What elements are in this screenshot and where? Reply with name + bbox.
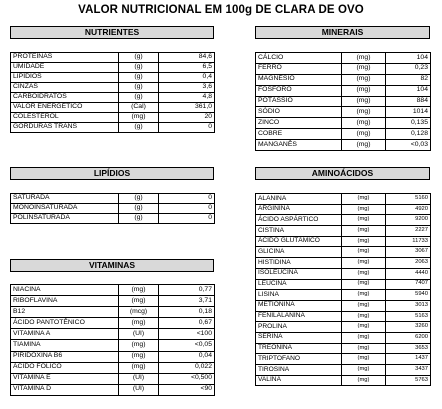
- nutrient-unit: (mg): [342, 204, 386, 215]
- nutrient-unit: (mg): [342, 375, 386, 386]
- nutrient-value: 0: [159, 204, 215, 214]
- nutrient-value: 2227: [386, 226, 431, 237]
- nutrient-name: VITAMINA D: [11, 384, 119, 395]
- table-row: [11, 83, 215, 93]
- table-row: [256, 236, 431, 247]
- table-row: [11, 103, 215, 113]
- nutrient-name: FENILALANINA: [256, 311, 342, 322]
- nutrient-unit: (mg): [342, 107, 386, 118]
- nutrient-unit: (mg): [119, 285, 159, 296]
- nutrient-unit: (mg): [119, 318, 159, 329]
- nutrient-value: 0,135: [386, 118, 431, 129]
- nutrient-unit: (mg): [342, 279, 386, 290]
- nutrient-name: RIBOFLAVINA: [11, 296, 119, 307]
- nutrient-value: 4,8: [159, 93, 215, 103]
- nutrient-value: 3,71: [159, 296, 215, 307]
- table-row: [256, 279, 431, 290]
- nutrient-value: 0,77: [159, 285, 215, 296]
- nutrient-unit: (g): [119, 73, 159, 83]
- nutrient-value: 104: [386, 53, 431, 64]
- nutrient-value: 5940: [386, 290, 431, 301]
- nutrient-name: VITAMINA E: [11, 373, 119, 384]
- table-row: [256, 300, 431, 311]
- table-row: [256, 343, 431, 354]
- nutrient-name: VALINA: [256, 375, 342, 386]
- nutrient-value: 3437: [386, 365, 431, 376]
- nutrient-name: MANGANÊS: [256, 140, 342, 151]
- vitaminas-table: [10, 284, 215, 396]
- table-row: [256, 375, 431, 386]
- nutrient-value: <0,05: [159, 340, 215, 351]
- nutrient-value: 1437: [386, 354, 431, 365]
- table-row: [256, 74, 431, 85]
- nutrient-name: TIAMINA: [11, 340, 119, 351]
- nutrient-name: COBRE: [256, 129, 342, 140]
- nutrient-value: 361,0: [159, 103, 215, 113]
- nutrient-unit: (g): [119, 93, 159, 103]
- nutrient-unit: (mg): [342, 194, 386, 205]
- table-row: [256, 311, 431, 322]
- table-row: [256, 226, 431, 237]
- table-row: [256, 53, 431, 64]
- nutrient-value: 3067: [386, 247, 431, 258]
- nutrient-value: 3013: [386, 300, 431, 311]
- nutrient-unit: (mg): [342, 311, 386, 322]
- table-row: [11, 296, 215, 307]
- nutrient-unit: (mg): [342, 53, 386, 64]
- nutrient-name: VITAMINA A: [11, 329, 119, 340]
- nutrient-value: <0,03: [386, 140, 431, 151]
- table-row: [256, 129, 431, 140]
- nutrient-name: POLINSATURADA: [11, 214, 119, 224]
- nutrient-unit: (g): [119, 123, 159, 133]
- table-row: [11, 318, 215, 329]
- nutrient-unit: (UI): [119, 384, 159, 395]
- nutrient-unit: (mg): [342, 343, 386, 354]
- nutrient-name: ÁCIDO PANTOTÊNICO: [11, 318, 119, 329]
- vitaminas-header: VITAMINAS: [10, 259, 214, 272]
- nutrient-name: GLICINA: [256, 247, 342, 258]
- nutrient-name: ISOLEUCINA: [256, 268, 342, 279]
- nutrient-unit: (mg): [342, 118, 386, 129]
- nutrient-name: CINZAS: [11, 83, 119, 93]
- nutrient-unit: (mg): [342, 236, 386, 247]
- nutrient-name: ÁCIDO FÓLICO: [11, 362, 119, 373]
- nutrient-name: SERINA: [256, 332, 342, 343]
- table-row: [256, 85, 431, 96]
- nutrient-unit: (mg): [119, 351, 159, 362]
- nutrient-unit: (mcg): [119, 307, 159, 318]
- nutrient-name: LIPÍDIOS: [11, 73, 119, 83]
- table-row: [256, 290, 431, 301]
- table-row: [256, 258, 431, 269]
- nutrient-value: <90: [159, 384, 215, 395]
- nutrient-unit: (mg): [119, 296, 159, 307]
- table-row: [11, 307, 215, 318]
- nutrient-value: 0,128: [386, 129, 431, 140]
- nutrient-name: PROTEÍNAS: [11, 53, 119, 63]
- nutrient-value: 104: [386, 85, 431, 96]
- nutrient-name: LEUCINA: [256, 279, 342, 290]
- nutrient-unit: (mg): [342, 140, 386, 151]
- table-row: [11, 340, 215, 351]
- nutrient-name: B12: [11, 307, 119, 318]
- nutrient-name: UMIDADE: [11, 63, 119, 73]
- nutrient-value: 9200: [386, 215, 431, 226]
- table-row: [11, 373, 215, 384]
- nutrient-name: FÓSFORO: [256, 85, 342, 96]
- nutrient-unit: (mg): [342, 247, 386, 258]
- nutrient-name: CÁLCIO: [256, 53, 342, 64]
- table-row: [256, 215, 431, 226]
- nutrient-value: 884: [386, 96, 431, 107]
- nutrient-value: 5160: [386, 194, 431, 205]
- table-row: [256, 204, 431, 215]
- nutrient-unit: (mg): [342, 365, 386, 376]
- table-row: [256, 365, 431, 376]
- table-row: [256, 107, 431, 118]
- nutrient-unit: (g): [119, 63, 159, 73]
- nutrient-name: TRIPTOFANO: [256, 354, 342, 365]
- nutrient-name: COLESTEROL: [11, 113, 119, 123]
- aminoacidos-table: [255, 193, 431, 386]
- nutrient-name: TIROSINA: [256, 365, 342, 376]
- table-row: [256, 63, 431, 74]
- table-row: [11, 329, 215, 340]
- nutrient-value: 7407: [386, 279, 431, 290]
- nutrient-value: <100: [159, 329, 215, 340]
- table-row: [11, 113, 215, 123]
- nutrient-unit: (mg): [119, 113, 159, 123]
- page-title: VALOR NUTRICIONAL EM 100g DE CLARA DE OVO: [78, 4, 364, 16]
- table-row: [11, 362, 215, 373]
- table-row: [11, 73, 215, 83]
- nutrient-value: 20: [159, 113, 215, 123]
- table-row: [11, 53, 215, 63]
- table-row: [11, 285, 215, 296]
- nutrient-name: MONOINSATURADA: [11, 204, 119, 214]
- table-row: [256, 96, 431, 107]
- nutrient-unit: (UI): [119, 329, 159, 340]
- table-row: [256, 322, 431, 333]
- table-row: [11, 194, 215, 204]
- nutrient-value: 2063: [386, 258, 431, 269]
- nutrientes-table: [10, 52, 215, 133]
- nutrient-unit: (mg): [342, 129, 386, 140]
- table-row: [11, 204, 215, 214]
- nutrient-unit: (mg): [342, 258, 386, 269]
- nutrient-unit: (mg): [342, 226, 386, 237]
- table-row: [256, 194, 431, 205]
- nutrient-unit: (mg): [342, 322, 386, 333]
- nutrient-name: ÁCIDO GLUTÂMICO: [256, 236, 342, 247]
- nutrient-value: 0,4: [159, 73, 215, 83]
- nutrient-unit: (UI): [119, 373, 159, 384]
- nutrient-name: PROLINA: [256, 322, 342, 333]
- minerais-header: MINERAIS: [255, 26, 430, 39]
- nutrient-value: 3,6: [159, 83, 215, 93]
- table-row: [11, 214, 215, 224]
- nutrient-name: ALANINA: [256, 194, 342, 205]
- nutrient-unit: (mg): [342, 74, 386, 85]
- nutrient-value: 0: [159, 214, 215, 224]
- nutrient-name: POTÁSSIO: [256, 96, 342, 107]
- nutrient-value: 0: [159, 194, 215, 204]
- nutrient-name: HISTIDINA: [256, 258, 342, 269]
- nutrient-value: <0,500: [159, 373, 215, 384]
- nutrient-unit: (mg): [119, 340, 159, 351]
- nutrient-value: 11733: [386, 236, 431, 247]
- nutrient-unit: (g): [119, 214, 159, 224]
- table-row: [11, 123, 215, 133]
- nutrient-name: LISINA: [256, 290, 342, 301]
- nutrient-value: 6200: [386, 332, 431, 343]
- nutrient-value: 4920: [386, 204, 431, 215]
- nutrient-unit: (Cal): [119, 103, 159, 113]
- nutrient-name: GORDURAS TRANS: [11, 123, 119, 133]
- minerais-table: [255, 52, 431, 151]
- table-row: [256, 118, 431, 129]
- nutrient-unit: (mg): [342, 332, 386, 343]
- nutrient-name: TREONINA: [256, 343, 342, 354]
- nutrientes-header: NUTRIENTES: [10, 26, 214, 39]
- nutrient-name: SÓDIO: [256, 107, 342, 118]
- nutrient-name: VALOR ENERGÉTICO: [11, 103, 119, 113]
- aminoacidos-header: AMINOÁCIDOS: [255, 167, 430, 180]
- nutrient-value: 4440: [386, 268, 431, 279]
- nutrient-unit: (g): [119, 53, 159, 63]
- nutrient-unit: (g): [119, 194, 159, 204]
- table-row: [11, 351, 215, 362]
- nutrient-name: FERRO: [256, 63, 342, 74]
- nutrient-unit: (mg): [342, 215, 386, 226]
- nutrient-name: ZINCO: [256, 118, 342, 129]
- nutrient-name: SATURADA: [11, 194, 119, 204]
- nutrient-unit: (mg): [342, 96, 386, 107]
- table-row: [11, 63, 215, 73]
- nutrient-value: 84,6: [159, 53, 215, 63]
- nutrient-name: ÁCIDO ASPÁRTICO: [256, 215, 342, 226]
- nutrient-value: 82: [386, 74, 431, 85]
- nutrient-name: MAGNÉSIO: [256, 74, 342, 85]
- nutrient-name: ARGININA: [256, 204, 342, 215]
- nutrient-name: CARBOIDRATOS: [11, 93, 119, 103]
- table-row: [11, 93, 215, 103]
- nutrient-value: 0,23: [386, 63, 431, 74]
- nutrient-unit: (g): [119, 204, 159, 214]
- nutrient-value: 5163: [386, 311, 431, 322]
- nutrient-value: 3260: [386, 322, 431, 333]
- nutrient-value: 1014: [386, 107, 431, 118]
- nutrient-unit: (mg): [342, 354, 386, 365]
- table-row: [256, 268, 431, 279]
- table-row: [256, 354, 431, 365]
- nutrient-value: 6,5: [159, 63, 215, 73]
- nutrient-unit: (mg): [119, 362, 159, 373]
- nutrient-value: 0,67: [159, 318, 215, 329]
- nutrient-unit: (mg): [342, 268, 386, 279]
- nutrient-unit: (mg): [342, 290, 386, 301]
- table-row: [11, 384, 215, 395]
- nutrient-value: 0,022: [159, 362, 215, 373]
- nutrient-name: NIACINA: [11, 285, 119, 296]
- nutrient-unit: (mg): [342, 85, 386, 96]
- nutrient-unit: (mg): [342, 300, 386, 311]
- nutrient-value: 0,04: [159, 351, 215, 362]
- nutrient-value: 3653: [386, 343, 431, 354]
- table-row: [256, 332, 431, 343]
- table-row: [256, 140, 431, 151]
- nutrient-name: METIONINA: [256, 300, 342, 311]
- nutrient-value: 0,18: [159, 307, 215, 318]
- nutrient-unit: (mg): [342, 63, 386, 74]
- nutrient-value: 5763: [386, 375, 431, 386]
- table-row: [256, 247, 431, 258]
- nutrient-unit: (g): [119, 83, 159, 93]
- lipidios-table: [10, 193, 215, 224]
- lipidios-header: LIPÍDIOS: [10, 167, 214, 180]
- nutrient-name: CISTINA: [256, 226, 342, 237]
- nutrient-name: PIRIDOXINA B6: [11, 351, 119, 362]
- nutrient-value: 0: [159, 123, 215, 133]
